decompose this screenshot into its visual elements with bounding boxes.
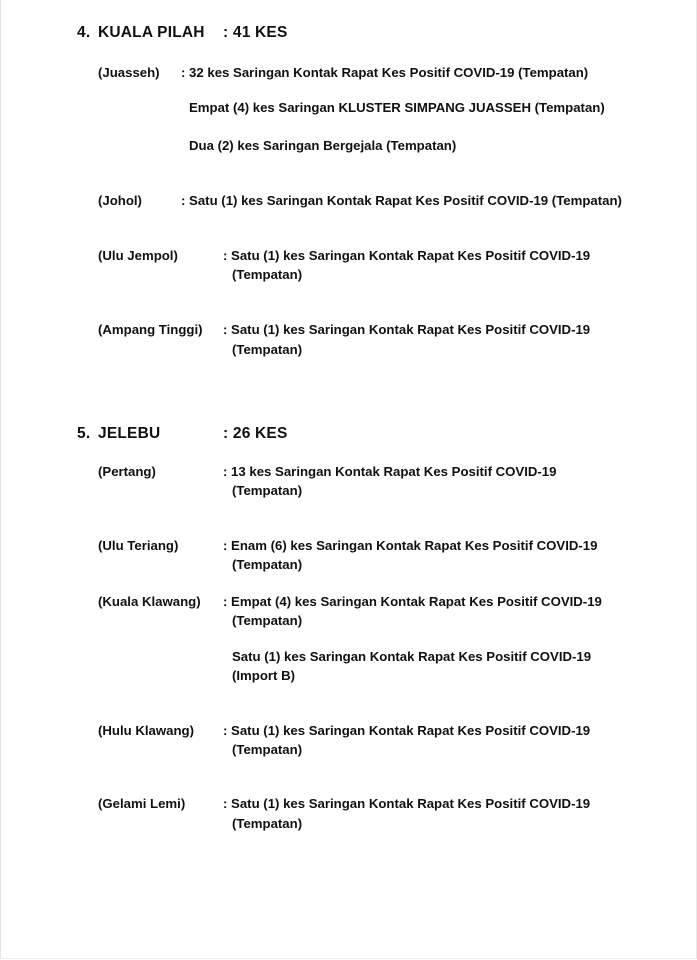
case-line: : Satu (1) kes Saringan Kontak Rapat Kes Positif COVID-19 [223, 248, 591, 263]
district-name: KUALA PILAH [98, 24, 205, 41]
district-total: : 41 KES [223, 24, 288, 41]
case-line: Empat (4) kes Saringan KLUSTER SIMPANG JUASSEH (Tempatan) [189, 100, 605, 115]
section-number: 4. [77, 24, 91, 41]
area-label: (Gelami Lemi) [98, 796, 186, 811]
area-label: (Kuala Klawang) [98, 594, 201, 609]
case-line: (Tempatan) [232, 483, 303, 498]
case-line: : Satu (1) kes Saringan Kontak Rapat Kes Positif COVID-19 [223, 796, 591, 811]
case-line: : 32 kes Saringan Kontak Rapat Kes Positif COVID-19 (Tempatan) [181, 65, 589, 80]
area-label: (Ampang Tinggi) [98, 322, 203, 337]
case-line: (Tempatan) [232, 816, 303, 831]
case-line: : Satu (1) kes Saringan Kontak Rapat Kes Positif COVID-19 (Tempatan) [181, 193, 622, 208]
area-label: (Ulu Teriang) [98, 538, 179, 553]
case-line: (Tempatan) [232, 342, 303, 357]
case-line: : 13 kes Saringan Kontak Rapat Kes Positif COVID-19 [223, 464, 557, 479]
area-label: (Juasseh) [98, 65, 160, 80]
area-label: (Johol) [98, 193, 142, 208]
case-line: : Empat (4) kes Saringan Kontak Rapat Kes Positif COVID-19 [223, 594, 602, 609]
case-line: (Tempatan) [232, 267, 303, 282]
section-number: 5. [77, 425, 91, 442]
area-label: (Pertang) [98, 464, 156, 479]
case-line: (Tempatan) [232, 742, 303, 757]
case-line: (Import B) [232, 668, 295, 683]
case-line: (Tempatan) [232, 613, 303, 628]
case-line: (Tempatan) [232, 557, 303, 572]
case-line: Dua (2) kes Saringan Bergejala (Tempatan) [189, 138, 457, 153]
district-name: JELEBU [98, 425, 161, 442]
case-line: : Satu (1) kes Saringan Kontak Rapat Kes Positif COVID-19 [223, 723, 591, 738]
area-label: (Hulu Klawang) [98, 723, 194, 738]
case-line: : Satu (1) kes Saringan Kontak Rapat Kes Positif COVID-19 [223, 322, 591, 337]
area-label: (Ulu Jempol) [98, 248, 178, 263]
case-line: Satu (1) kes Saringan Kontak Rapat Kes Positif COVID-19 [232, 649, 592, 664]
case-line: : Enam (6) kes Saringan Kontak Rapat Kes Positif COVID-19 [223, 538, 598, 553]
district-total: : 26 KES [223, 425, 288, 442]
